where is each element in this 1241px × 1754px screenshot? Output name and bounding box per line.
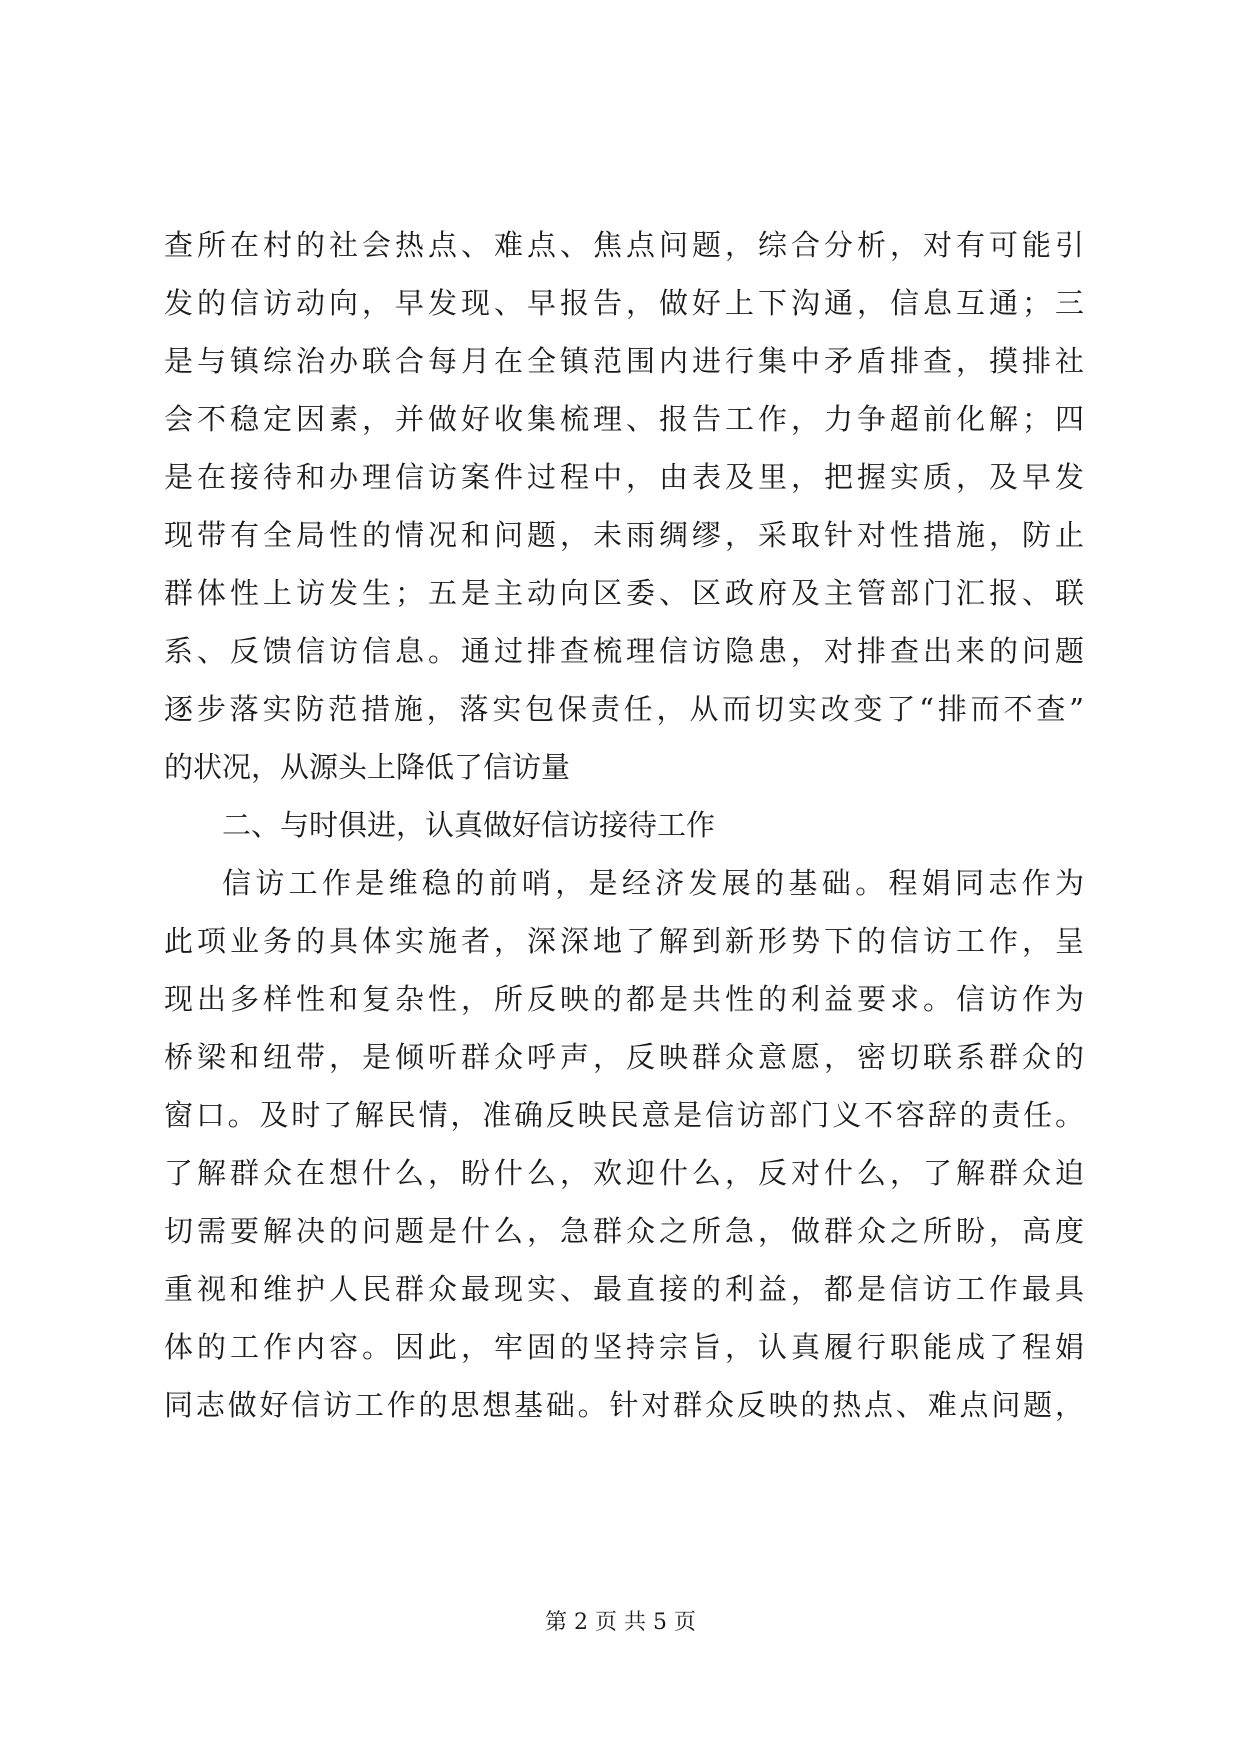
text-line: 重视和维护人民群众最现实、最直接的利益，都是信访工作最具	[164, 1272, 1084, 1306]
text-line: 是在接待和办理信访案件过程中，由表及里，把握实质，及早发	[164, 460, 1084, 494]
text-line: 现带有全局性的情况和问题，未雨绸缪，采取针对性措施，防止	[164, 518, 1084, 552]
text-line: 逐步落实防范措施，落实包保责任，从而切实改变了“排而不查”	[164, 692, 1084, 726]
page-number-footer: 第 2 页 共 5 页	[545, 1610, 696, 1635]
text-line: 桥梁和纽带，是倾听群众呼声，反映群众意愿，密切联系群众的	[164, 1040, 1084, 1074]
text-line: 是与镇综治办联合每月在全镇范围内进行集中矛盾排查，摸排社	[164, 344, 1084, 378]
text-line: 窗口。及时了解民情，准确反映民意是信访部门义不容辞的责任。	[164, 1098, 1084, 1132]
paragraph-first-line: 信访工作是维稳的前哨，是经济发展的基础。程娟同志作为	[222, 866, 1084, 900]
section-heading: 二、与时俱进，认真做好信访接待工作	[222, 808, 716, 842]
text-line: 现出多样性和复杂性，所反映的都是共性的利益要求。信访作为	[164, 982, 1084, 1016]
text-line: 同志做好信访工作的思想基础。针对群众反映的热点、难点问题，	[164, 1388, 1084, 1422]
text-line: 体的工作内容。因此，牢固的坚持宗旨，认真履行职能成了程娟	[164, 1330, 1084, 1364]
text-line: 查所在村的社会热点、难点、焦点问题，综合分析，对有可能引	[164, 228, 1084, 262]
text-line: 发的信访动向，早发现、早报告，做好上下沟通，信息互通；三	[164, 286, 1084, 320]
text-line: 会不稳定因素，并做好收集梳理、报告工作，力争超前化解；四	[164, 402, 1084, 436]
text-line: 系、反馈信访信息。通过排查梳理信访隐患，对排查出来的问题	[164, 634, 1084, 668]
text-line: 的状况，从源头上降低了信访量	[164, 750, 571, 784]
text-line: 切需要解决的问题是什么，急群众之所急，做群众之所盼，高度	[164, 1214, 1084, 1248]
text-line: 此项业务的具体实施者，深深地了解到新形势下的信访工作，呈	[164, 924, 1084, 958]
text-line: 群体性上访发生；五是主动向区委、区政府及主管部门汇报、联	[164, 576, 1084, 610]
text-line: 了解群众在想什么，盼什么，欢迎什么，反对什么，了解群众迫	[164, 1156, 1084, 1190]
